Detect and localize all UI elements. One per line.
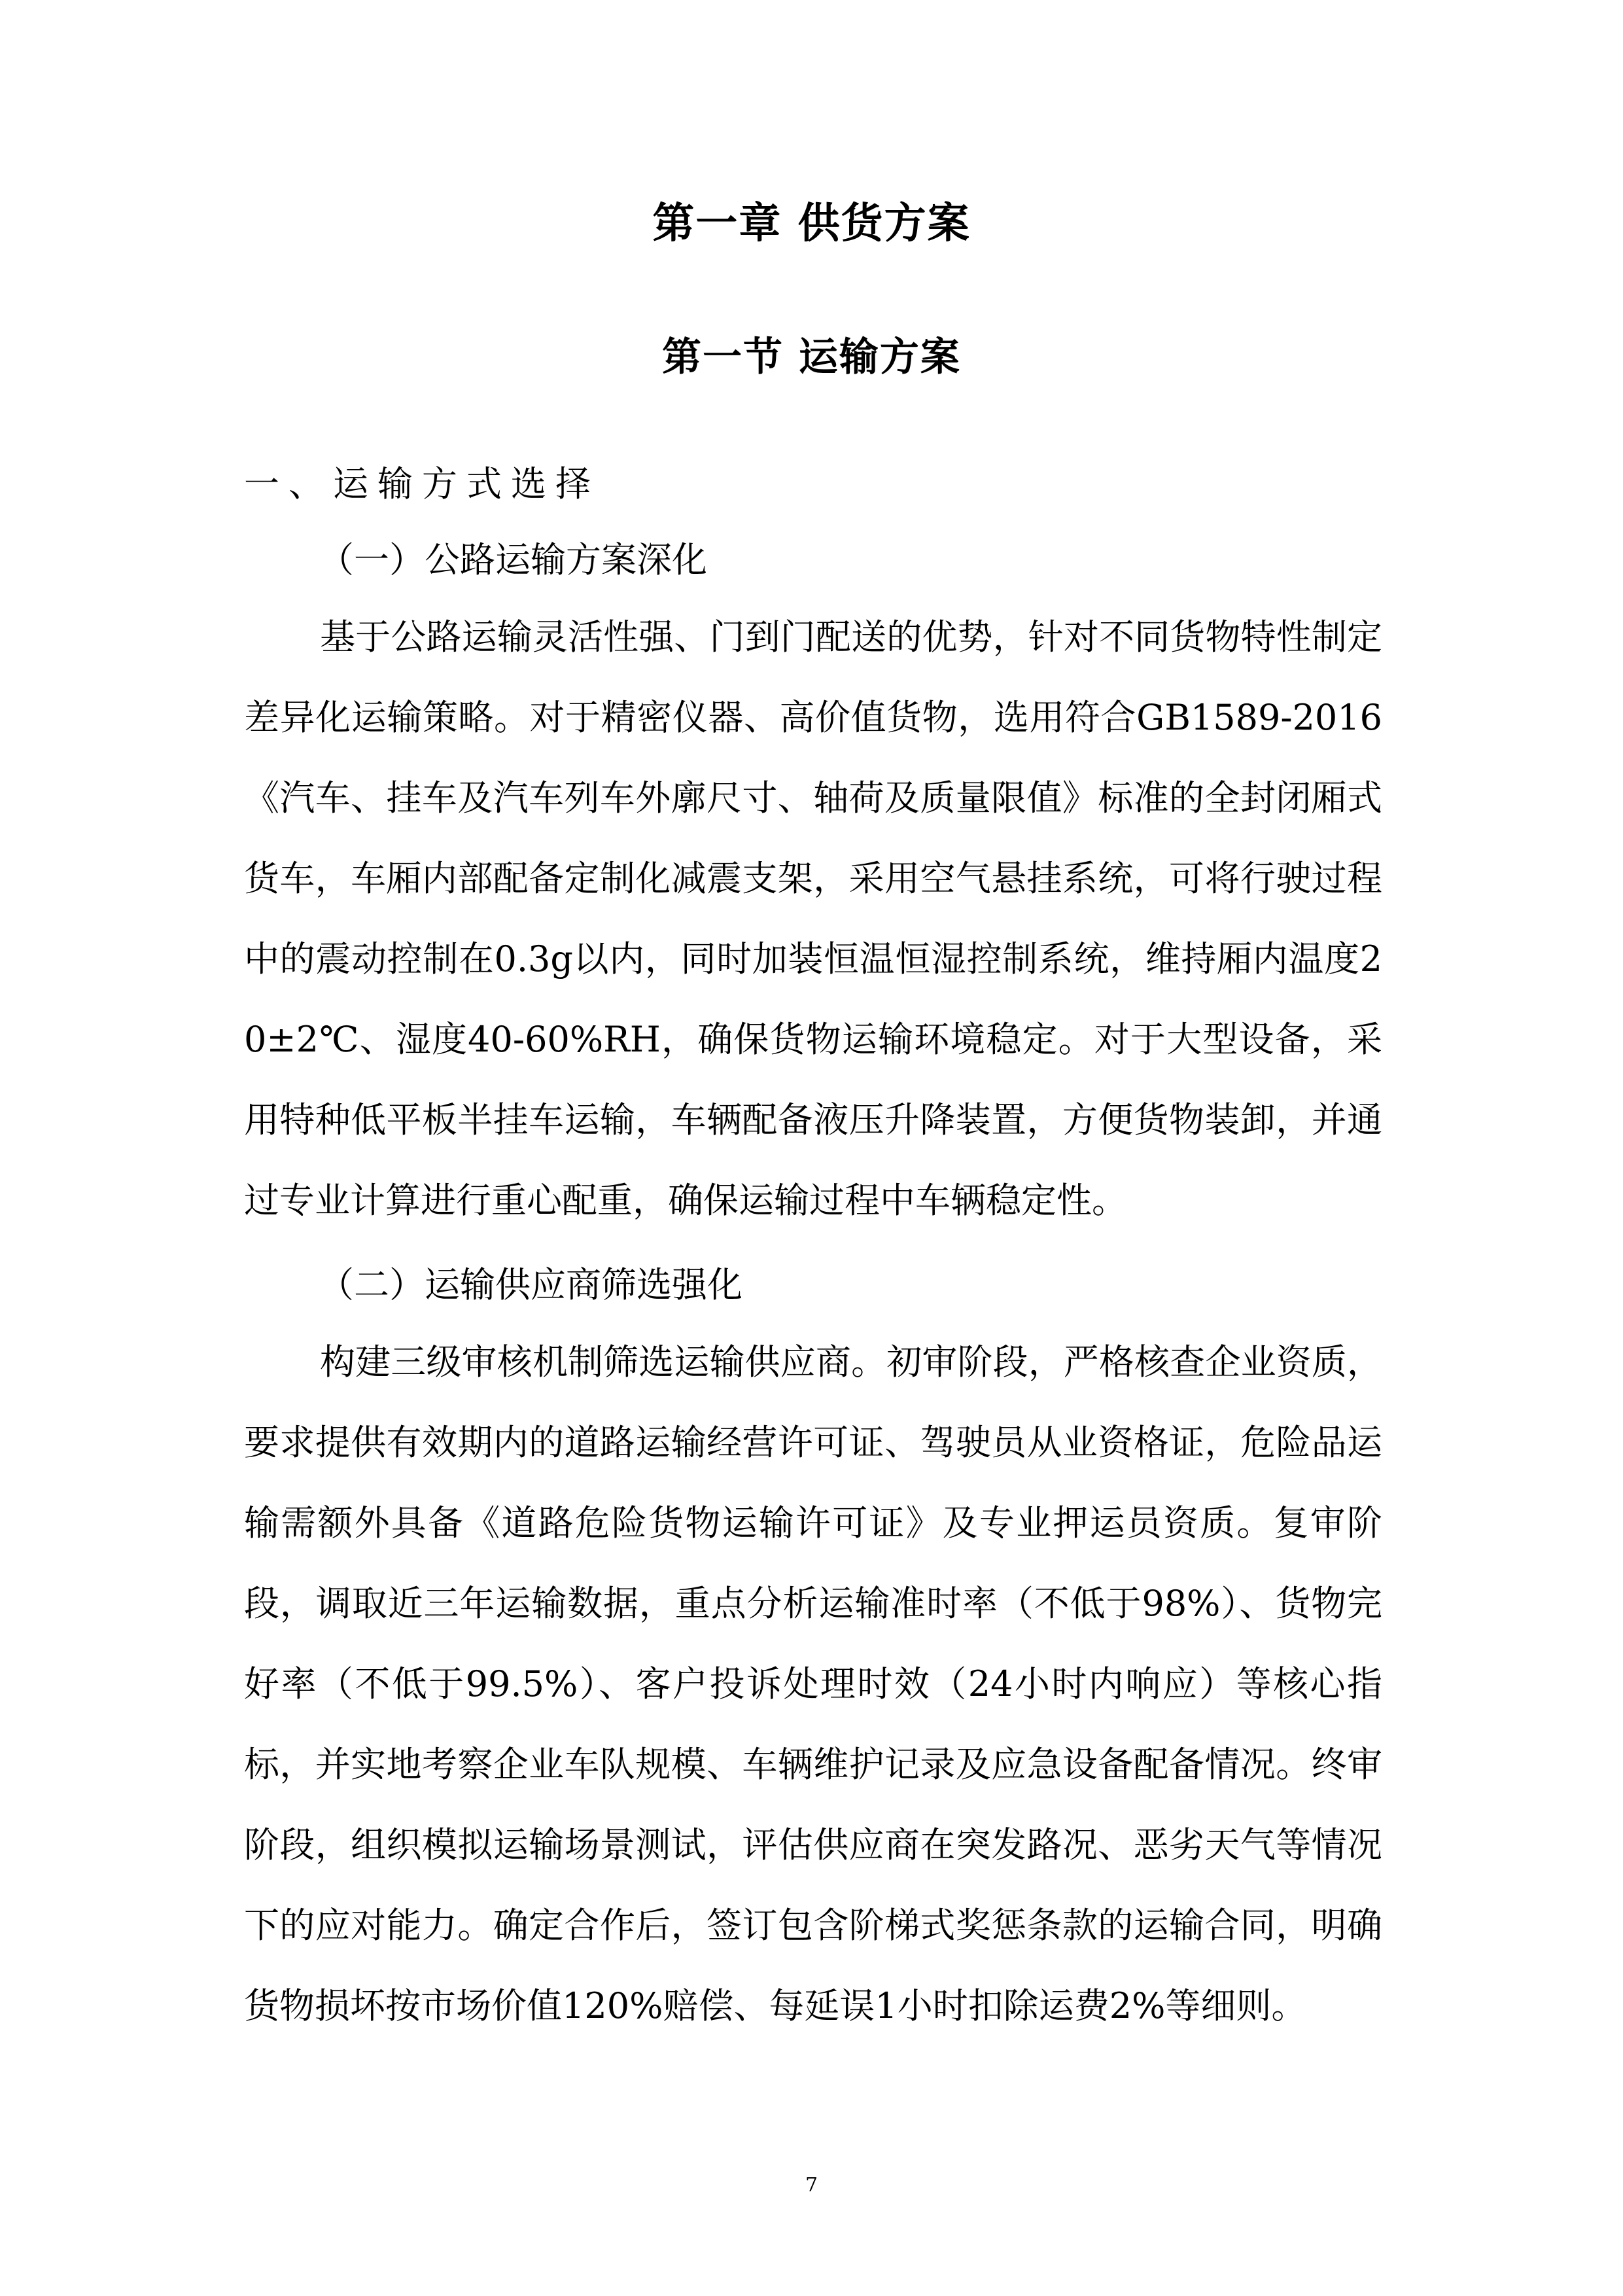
page-number: 7 — [805, 2174, 818, 2197]
subsection-title-road-transport: （一）公路运输方案深化 — [319, 539, 707, 580]
chapter-title: 第一章 供货方案 — [652, 200, 971, 248]
subsection-title-supplier-screening: （二）运输供应商筛选强化 — [319, 1264, 742, 1305]
paragraph-supplier-screening: 构建三级审核机制筛选运输供应商。初审阶段，严格核查企业资质，要求提供有效期内的道路运输经营许可证、驾驶员从业资格证，危险品运输需额外具备《道路危险货物运输许可证》及专业押运员资质。复审阶段，调取近三年运输数据，重点分析运输准时率（不低于98%）、货物完好率（不低于99.5%）、客户投诉处理时效（24小时内响应）等核心指标，并实地考察企业车队规模、车辆维护记录及应急设备配备情况。终审阶段，组织模拟运输场景测试，评估供应商在突发路况、恶劣天气等情况下的应对能力。确定合作后，签订包含阶梯式奖惩条款的运输合同，明确货物损坏按市场价值120%赔偿、每延误1小时扣除运费2%等细则。 — [244, 1341, 1382, 2026]
heading-transport-mode-selection: 一、运输方式选择 — [244, 463, 600, 504]
paragraph-road-transport: 基于公路运输灵活性强、门到门配送的优势，针对不同货物特性制定差异化运输策略。对于精密仪器、高价值货物，选用符合GB1589-2016《汽车、挂车及汽车列车外廓尺寸、轴荷及质量限值》标准的全封闭厢式货车，车厢内部配备定制化减震支架，采用空气悬挂系统，可将行驶过程中的震动控制在0.3g以内，同时加装恒温恒湿控制系统，维持厢内温度20±2℃、湿度40-60%RH，确保货物运输环境稳定。对于大型设备，采用特种低平板半挂车运输，车辆配备液压升降装置，方便货物装卸，并通过专业计算进行重心配重，确保运输过程中车辆稳定性。 — [244, 616, 1382, 1221]
section-title: 第一节 运输方案 — [662, 334, 961, 380]
